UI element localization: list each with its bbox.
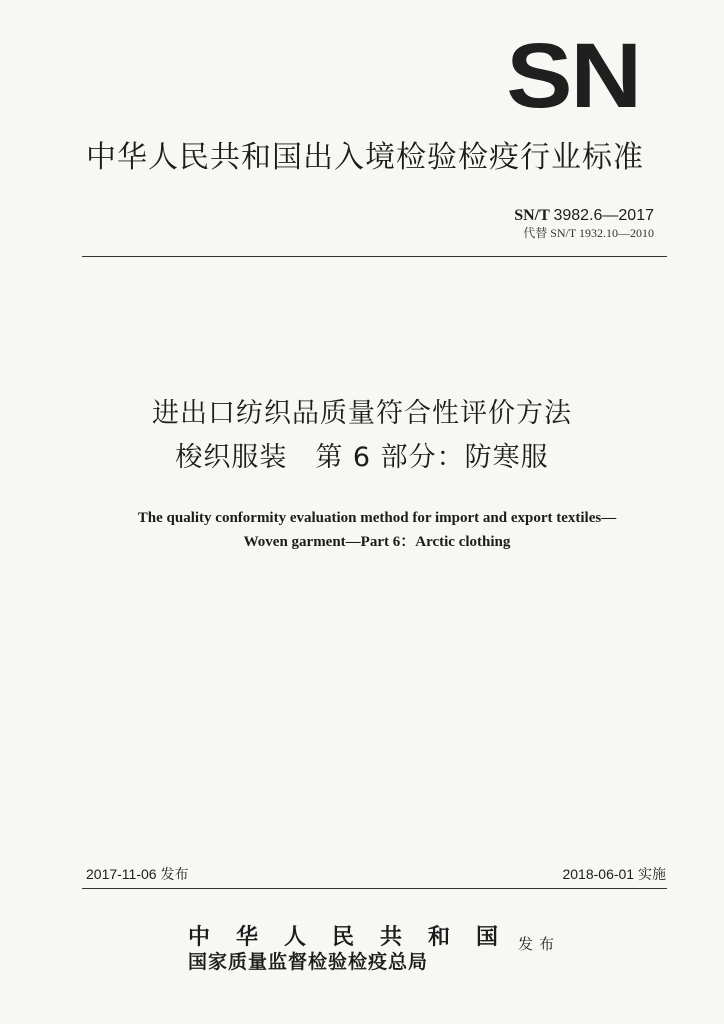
standard-code-block	[514, 206, 654, 241]
header-divider	[82, 256, 667, 257]
standard-code	[514, 206, 654, 226]
sn-logo: SN	[506, 25, 640, 127]
issuer-line-1: 中华人民共和国	[188, 924, 525, 950]
footer-divider	[82, 888, 667, 889]
standard-code-prefix: SN/T	[514, 207, 550, 224]
issuer-line-2: 国家质量监督检验检疫总局	[188, 951, 429, 973]
issue-date: 2017-11-06 发布	[86, 866, 189, 882]
title-en-line-2: Woven garment—Part 6：Arctic clothing	[243, 534, 511, 550]
document-title-english	[0, 506, 724, 554]
title-cn-line-1: 进出口纺织品质量符合性评价方法	[152, 398, 572, 429]
standard-category-title: 中华人民共和国出入境检验检疫行业标准	[86, 140, 644, 175]
replaces-code: 代替 SN/T 1932.10—2010	[523, 226, 654, 240]
issuing-authority	[188, 924, 524, 974]
title-en-line-1: The quality conformity evaluation method for import and export textiles—	[137, 510, 617, 526]
effective-date: 2018-06-01 实施	[562, 866, 666, 882]
publish-label: 发布	[518, 935, 561, 953]
document-title-chinese	[0, 392, 724, 480]
title-cn-line-2: 梭织服装 第 6 部分：防寒服	[175, 442, 549, 473]
standard-code-number: 3982.6—2017	[553, 207, 654, 224]
